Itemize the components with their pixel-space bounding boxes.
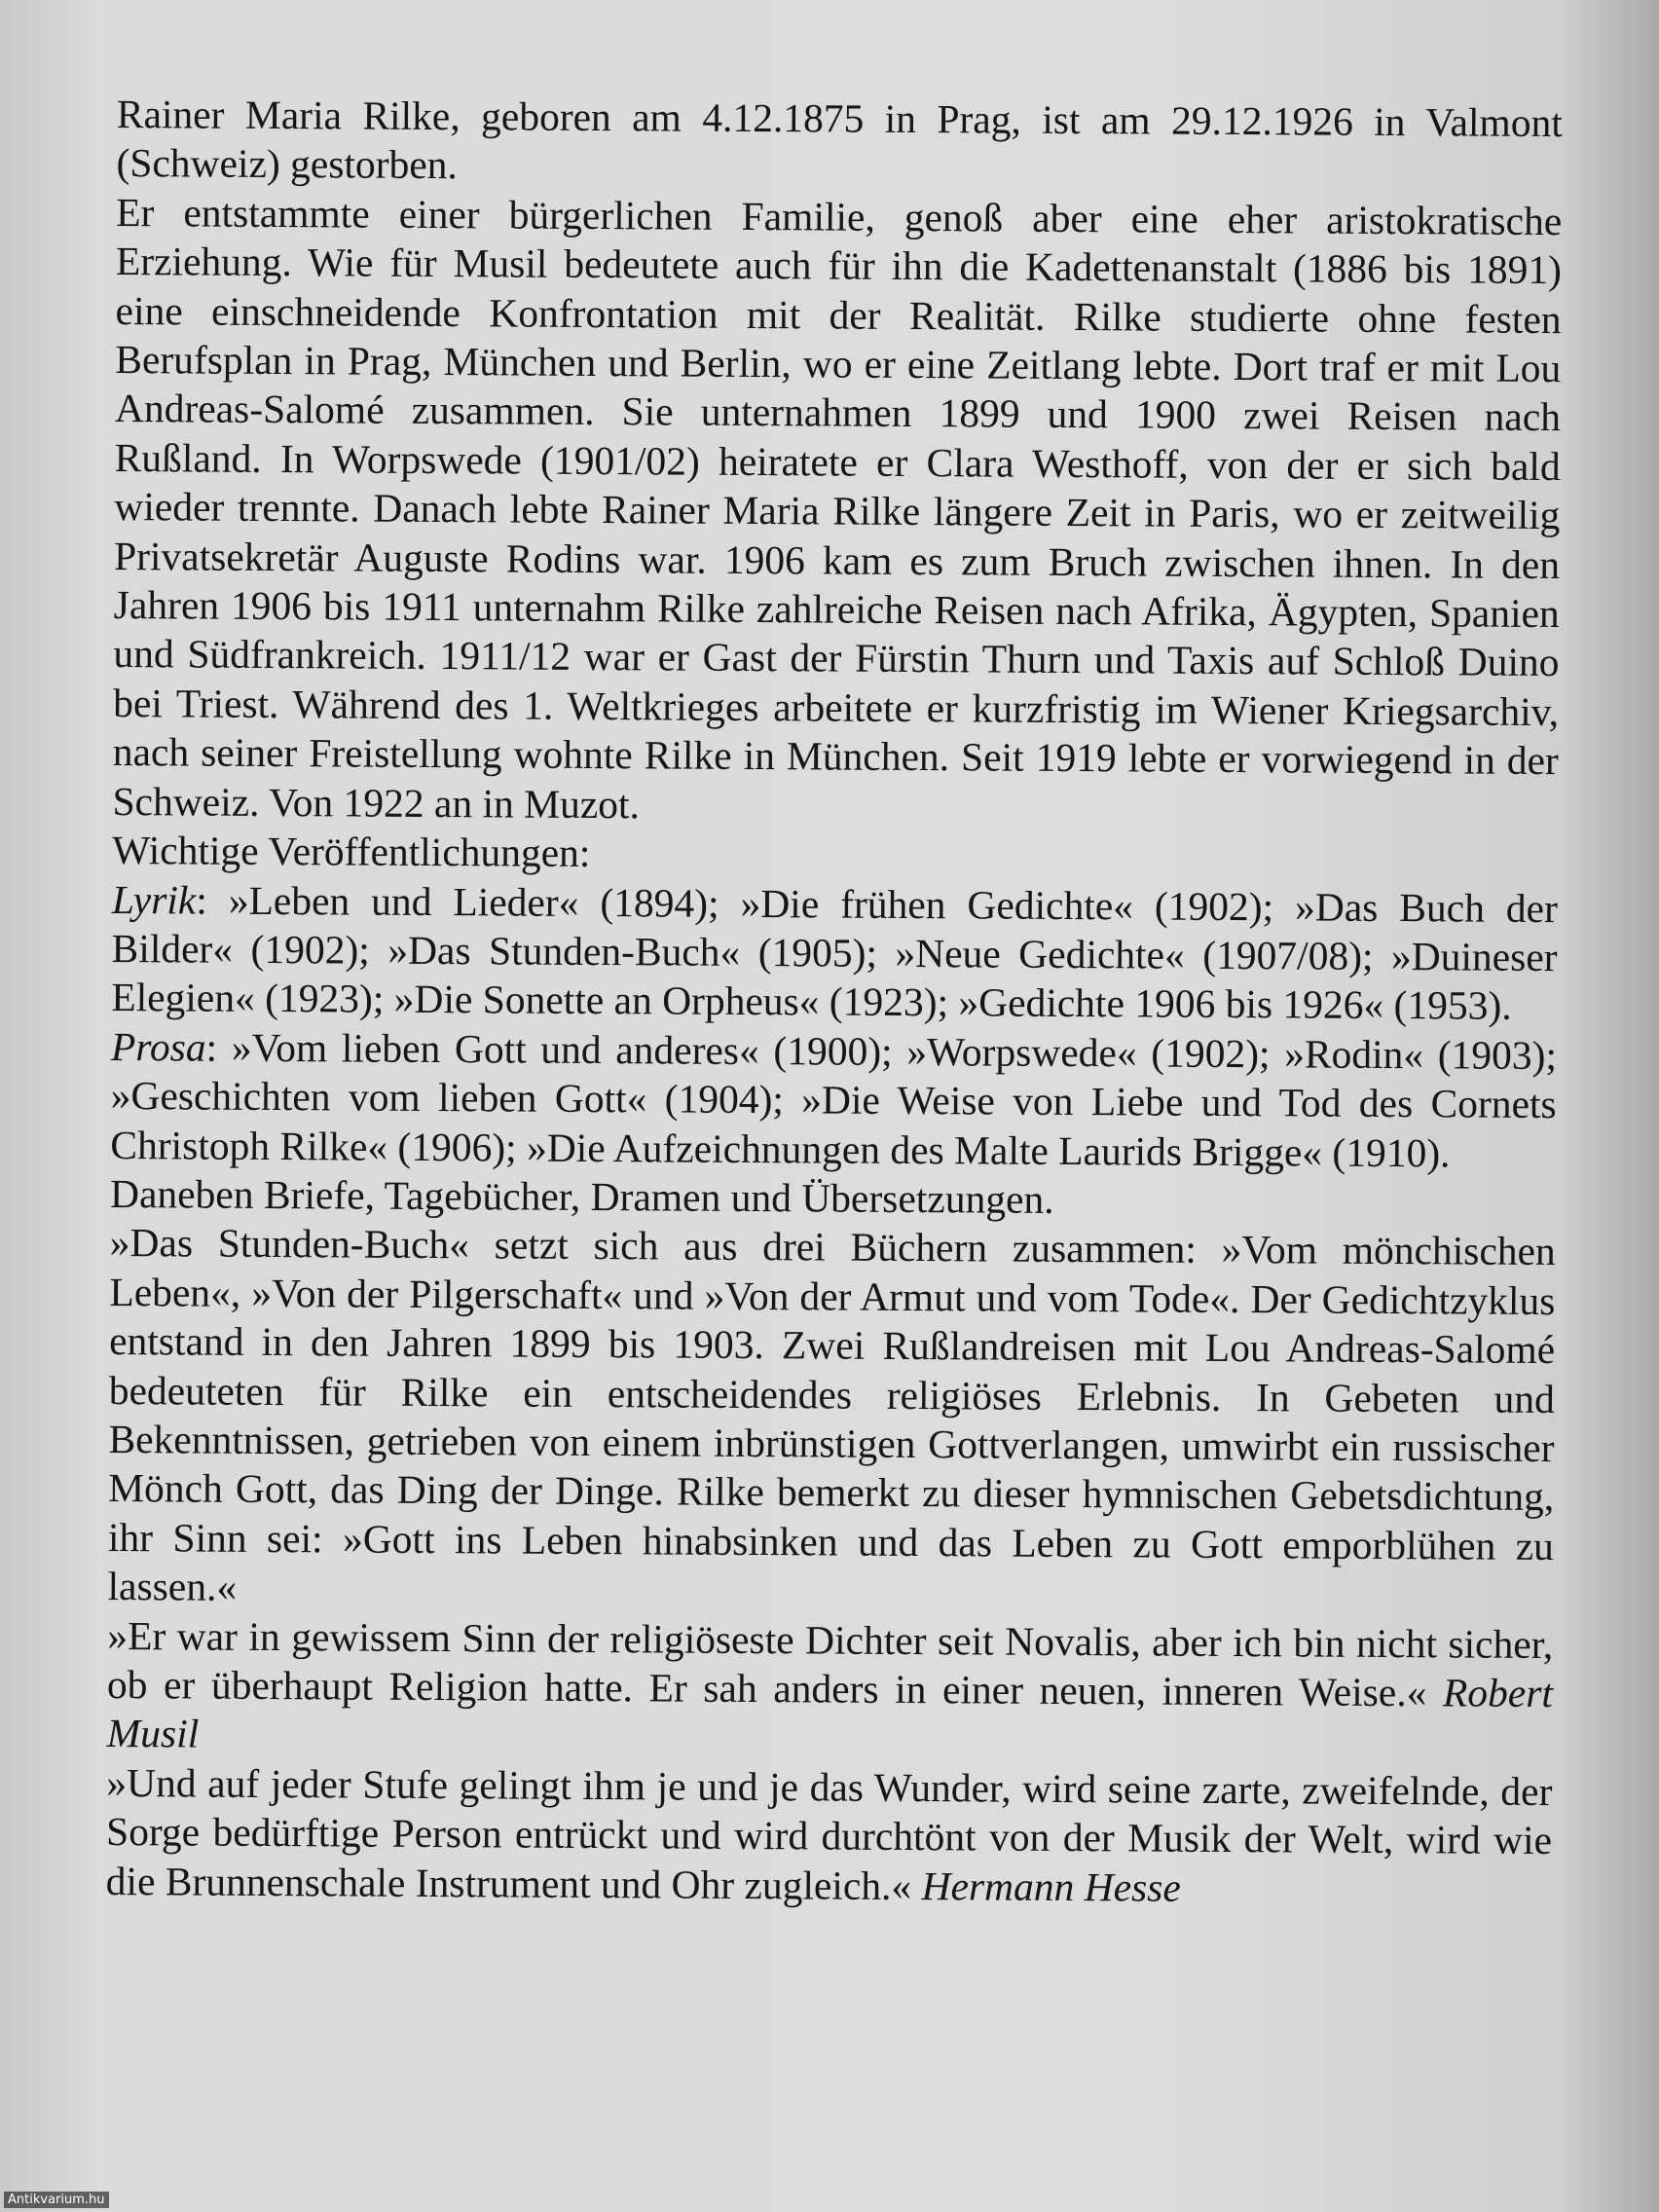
other-works-paragraph: Daneben Briefe, Tagebücher, Dramen und Übersetzungen. xyxy=(109,1170,1054,1222)
musil-quote-text: »Er war in gewissem Sinn der religiöseste Dichter seit Novalis, aber ich bin nicht sicher, ob er überhaupt Religion hatte. Er sah anders in einer neuen, inneren Weise.« xyxy=(106,1612,1554,1715)
lyrik-paragraph xyxy=(111,874,1558,1030)
bio-main-paragraph: Er entstammte einer bürgerlichen Familie, genoß aber eine eher aristokratische Erziehung. Wie für Musil bedeutete auch für ihn die Kadettenanstalt (1886 bis 1891) eine einschneidende Konfrontation mit der Realität. Rilke studierte ohne festen Berufsplan in Prag, München und Berlin, wo er eine Zeitlang lebte. Dort traf er mit Lou Andreas-Salomé zusammen. Sie unternahmen 1899 und 1900 zwei Reisen nach Rußland. In Worpswede (1901/02) heiratete er Clara Westhoff, von der er sich bald wieder trennte. Danach lebte Rainer Maria Rilke längere Zeit in Paris, wo er zeitweilig Privatsekretär Auguste Rodins war. 1906 kam es zum Bruch zwischen ihnen. In den Jahren 1906 bis 1911 unternahm Rilke zahlreiche Reisen nach Afrika, Ägypten, Spanien und Südfrankreich. 1911/12 war er Gast der Fürstin Thurn und Taxis auf Schloß Duino bei Triest. Während des 1. Weltkrieges arbeitete er kurzfristig im Wiener Kriegsarchiv, nach seiner Freistellung wohnte Rilke in München. Seit 1919 lebte er vorwiegend in der Schweiz. Von 1922 an in Muzot. xyxy=(112,189,1563,827)
page-text xyxy=(106,90,1563,1914)
musil-quote xyxy=(107,1611,1554,1767)
hesse-quote-text: »Und auf jeder Stufe gelingt ihm je und je das Wunder, wird seine zarte, zweifelnde, der Sorge bedürftige Person entrückt und wird durchtönt von der Musik der Welt, wird wie die Brunnenschale Instrument und Ohr zugleich.« xyxy=(105,1759,1553,1908)
prosa-label: Prosa xyxy=(110,1023,206,1070)
lyrik-label: Lyrik xyxy=(111,876,197,923)
stundenbuch-paragraph: »Das Stunden-Buch« setzt sich aus drei Büchern zusammen: »Vom mönchischen Leben«, »Von der Pilgerschaft« und »Von der Armut und vom Tode«. Der Gedichtzyklus entstand in den Jahren 1899 bis 1903. Zwei Rußlandreisen mit Lou Andreas-Salomé bedeuteten für Rilke ein entscheidendes religiöses Erlebnis. In Gebeten und Bekenntnissen, getrieben von einem inbrünstigen Gottverlangen, umwirbt ein russischer Mönch Gott, das Ding der Dinge. Rilke bemerkt zu dieser hymnischen Gebetsdichtung, ihr Sinn sei: »Gott ins Leben hinabsinken und das Leben zu Gott emporblühen zu lassen.« xyxy=(107,1220,1556,1609)
publications-heading: Wichtige Veröffentlichungen: xyxy=(112,828,591,876)
prosa-list: : »Vom lieben Gott und anderes« (1900); »Worpswede« (1902); »Rodin« (1903); »Geschichten vom lieben Gott« (1904); »Die Weise von Liebe und Tod des Cornets Christoph Rilke« (1906); »Die Aufzeichnungen des Malte Laurids Brigge« (1910). xyxy=(110,1024,1558,1175)
hesse-quote-author: Hermann Hesse xyxy=(921,1862,1181,1910)
hesse-quote xyxy=(106,1758,1553,1914)
prosa-paragraph xyxy=(110,1022,1557,1178)
lyrik-list: : »Leben und Lieder« (1894); »Die frühen Gedichte« (1902); »Das Buch der Bilder« (1902); »Das Stunden-Buch« (1905); »Neue Gedichte« (1907/08); »Duineser Elegien« (1923); »Die Sonette an Orpheus« (1923); »Gedichte 1906 bis 1926« (1953). xyxy=(111,877,1559,1029)
watermark: Antikvarium.hu xyxy=(4,2192,109,2208)
bio-intro-paragraph: Rainer Maria Rilke, geboren am 4.12.1875 in Prag, ist am 29.12.1926 in Valmont (Schweiz) gestorben. xyxy=(116,91,1563,188)
musil-quote-author: Robert Musil xyxy=(106,1670,1554,1756)
